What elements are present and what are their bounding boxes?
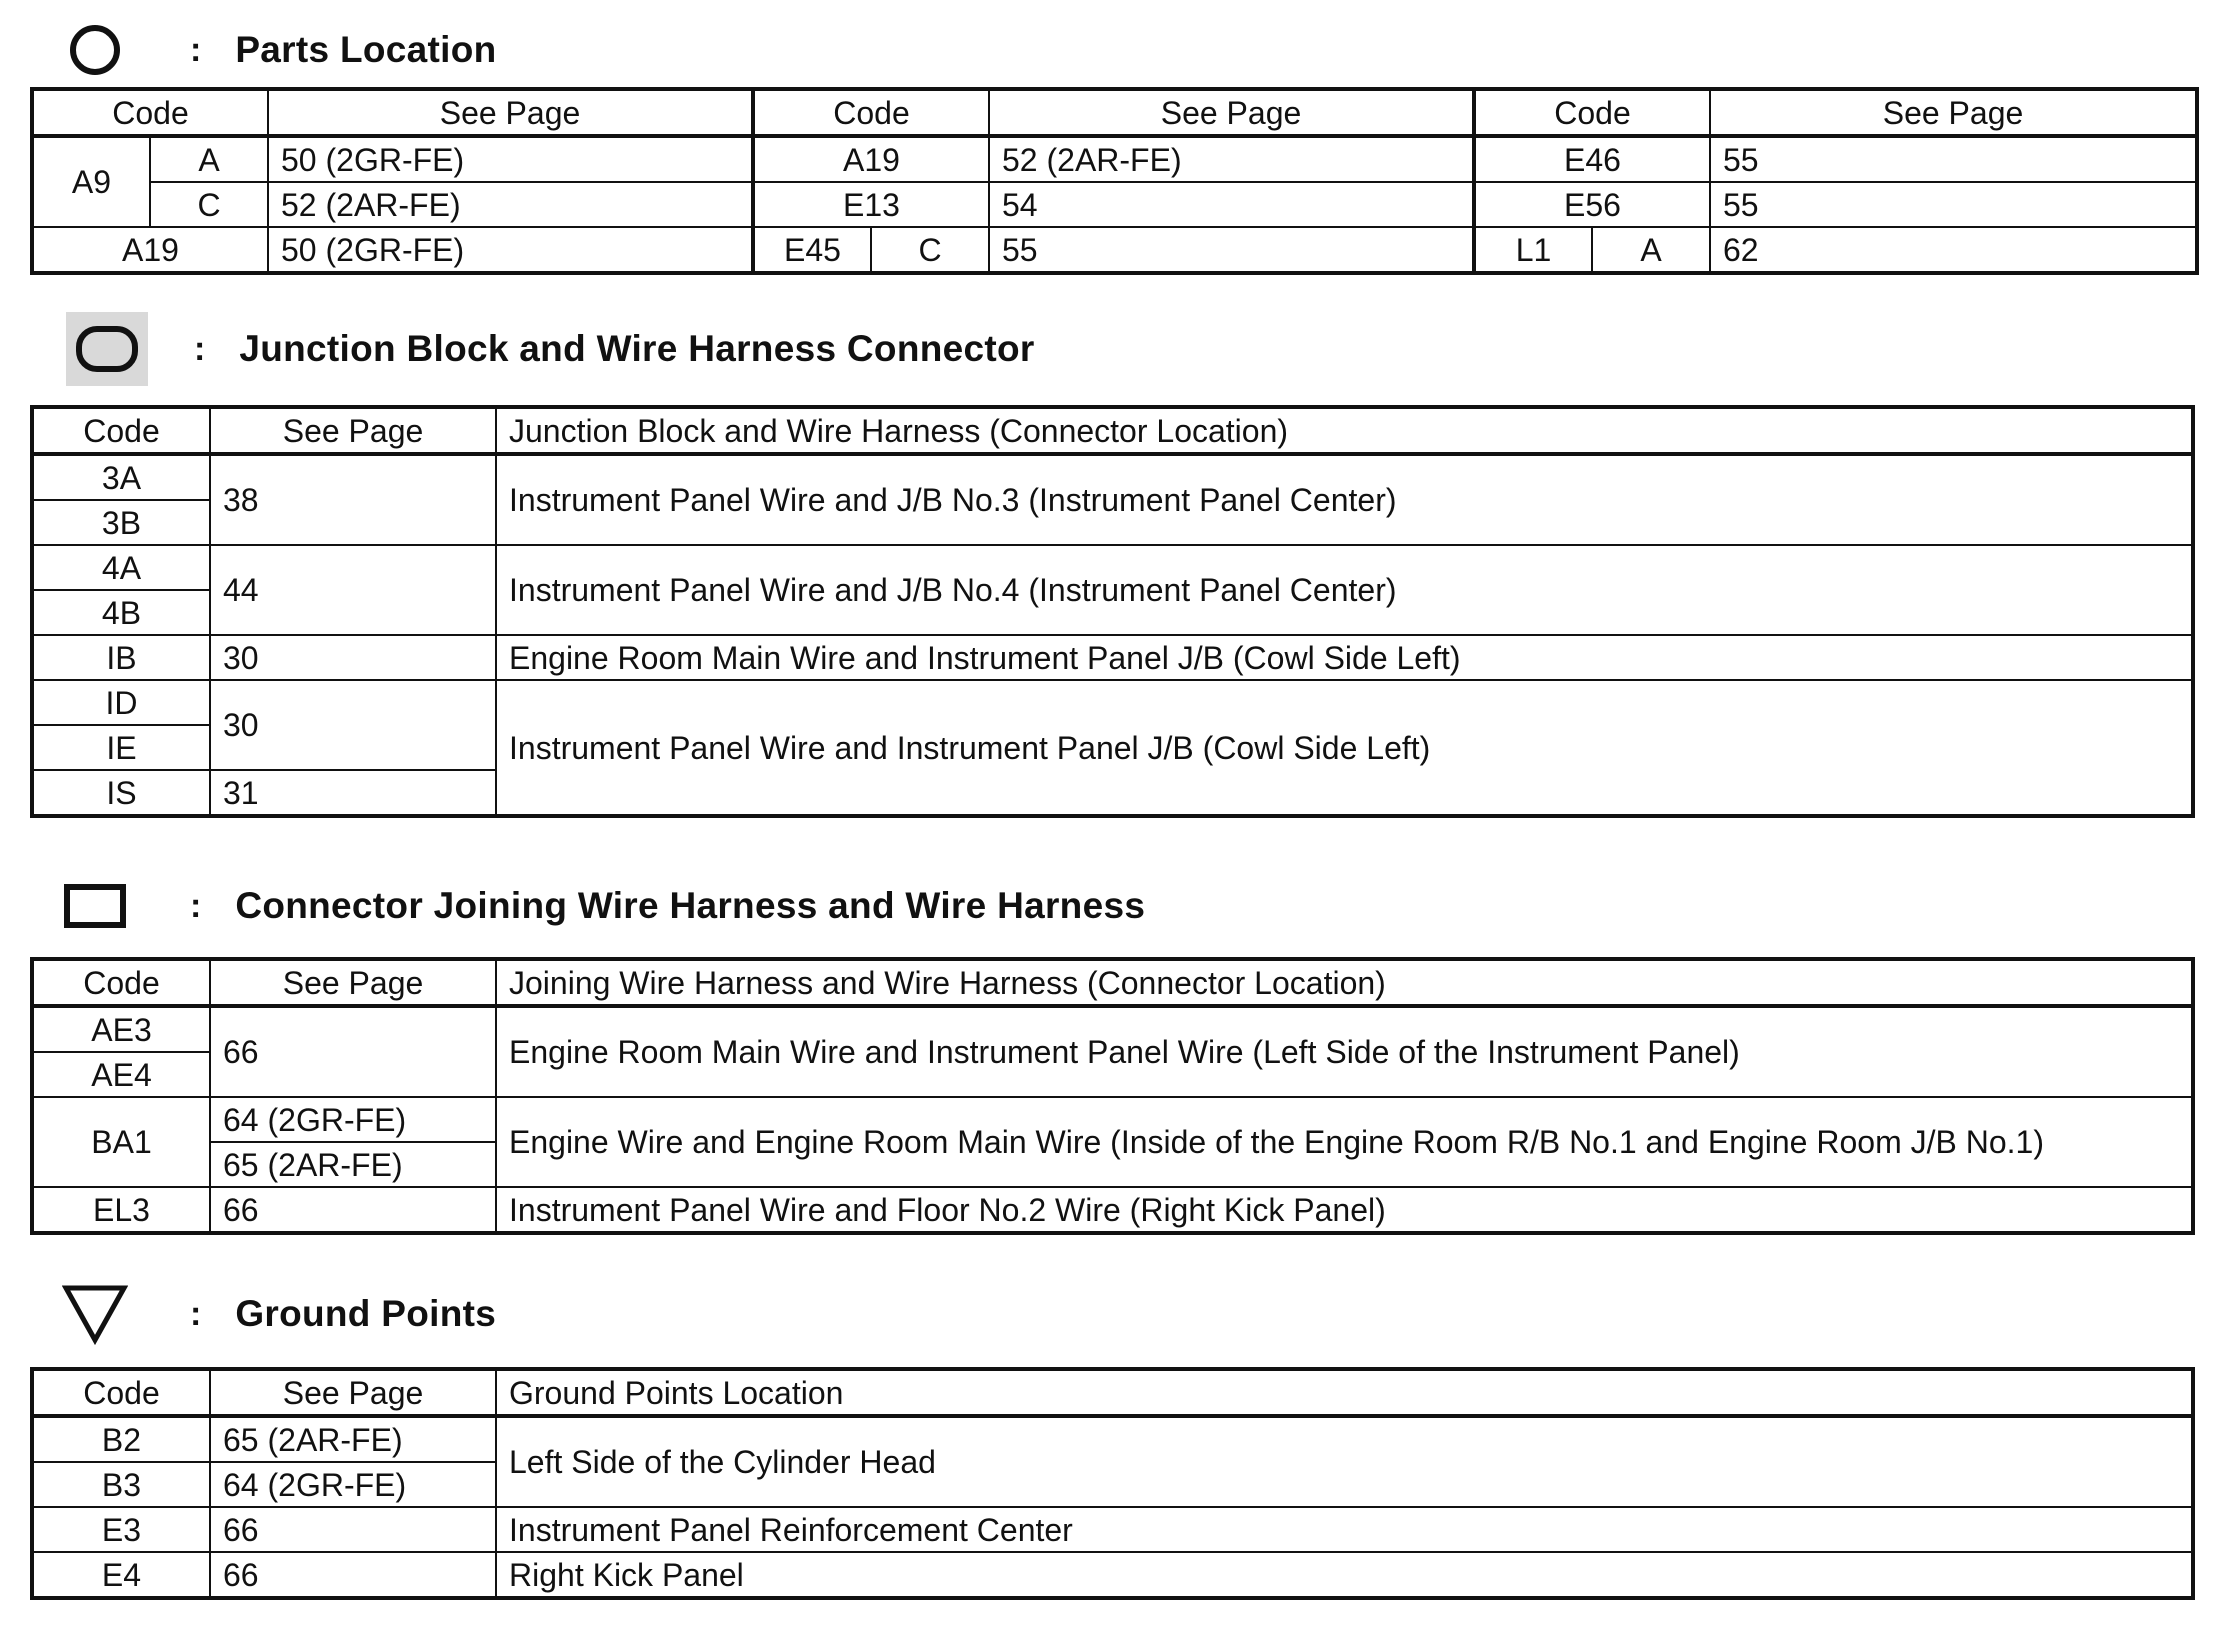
page-cell: 50 (2GR-FE)	[268, 227, 753, 273]
code-cell: 3B	[32, 500, 210, 545]
code-cell: E46	[1474, 136, 1710, 182]
code-cell: B2	[32, 1416, 210, 1462]
code-cell: E56	[1474, 182, 1710, 227]
code-cell: E45	[753, 227, 871, 273]
rectangle-icon	[62, 873, 128, 939]
code-cell: AE4	[32, 1052, 210, 1097]
location-cell: Instrument Panel Wire and J/B No.4 (Instrument Panel Center)	[496, 545, 2193, 635]
table-row	[32, 1187, 2193, 1233]
code-cell: 4B	[32, 590, 210, 635]
location-cell: Instrument Panel Wire and J/B No.3 (Instrument Panel Center)	[496, 454, 2193, 545]
header-see-page: See Page	[210, 959, 496, 1006]
table-row	[32, 1416, 2193, 1462]
code-cell: EL3	[32, 1187, 210, 1233]
section-title: Junction Block and Wire Harness Connector	[239, 328, 1035, 369]
page-cell: 64 (2GR-FE)	[210, 1462, 496, 1507]
table-header-row	[32, 1369, 2193, 1416]
section-colon: :	[190, 1294, 202, 1333]
table-row	[32, 1006, 2193, 1052]
header-see-page: See Page	[989, 89, 1474, 136]
code-cell: BA1	[32, 1097, 210, 1187]
header-code: Code	[32, 1369, 210, 1416]
page-cell: 65 (2AR-FE)	[210, 1142, 496, 1187]
page-cell: 52 (2AR-FE)	[989, 136, 1474, 182]
section-title: Connector Joining Wire Harness and Wire Harness	[235, 885, 1146, 926]
location-cell: Instrument Panel Wire and Instrument Panel J/B (Cowl Side Left)	[496, 680, 2193, 816]
table-row	[32, 635, 2193, 680]
code-cell: E13	[753, 182, 989, 227]
code-cell: B3	[32, 1462, 210, 1507]
section-colon: :	[190, 886, 202, 925]
header-code: Code	[753, 89, 989, 136]
page-cell: 65 (2AR-FE)	[210, 1416, 496, 1462]
parts-location-heading	[62, 17, 497, 83]
page-cell: 66	[210, 1507, 496, 1552]
table-header-row	[32, 89, 2197, 136]
code-cell: IE	[32, 725, 210, 770]
ground-points-table	[30, 1367, 2195, 1600]
header-location: Ground Points Location	[496, 1369, 2193, 1416]
table-row	[32, 1552, 2193, 1598]
circle-icon	[62, 17, 128, 83]
header-location: Junction Block and Wire Harness (Connector Location)	[496, 407, 2193, 454]
sub-code-cell: A	[150, 136, 268, 182]
table-header-row	[32, 959, 2193, 1006]
sub-code-cell: A	[1592, 227, 1710, 273]
table-row	[32, 454, 2193, 500]
page-cell: 55	[1710, 182, 2197, 227]
header-code: Code	[1474, 89, 1710, 136]
sub-code-cell: C	[150, 182, 268, 227]
header-see-page: See Page	[268, 89, 753, 136]
location-cell: Instrument Panel Reinforcement Center	[496, 1507, 2193, 1552]
triangle-down-icon	[62, 1281, 128, 1347]
location-cell: Engine Room Main Wire and Instrument Panel J/B (Cowl Side Left)	[496, 635, 2193, 680]
junction-block-heading	[62, 316, 1035, 382]
section-colon: :	[194, 329, 206, 368]
sub-code-cell: C	[871, 227, 989, 273]
location-cell: Instrument Panel Wire and Floor No.2 Wire (Right Kick Panel)	[496, 1187, 2193, 1233]
table-row	[32, 136, 2197, 182]
table-row	[32, 545, 2193, 590]
table-row	[32, 1507, 2193, 1552]
rounded-rectangle-icon	[66, 312, 148, 386]
page-cell: 38	[210, 454, 496, 545]
connector-joining-table	[30, 957, 2195, 1235]
page-cell: 30	[210, 635, 496, 680]
code-cell: A19	[753, 136, 989, 182]
page-cell: 66	[210, 1552, 496, 1598]
code-cell: A9	[32, 136, 150, 227]
header-see-page: See Page	[210, 407, 496, 454]
section-colon: :	[190, 30, 202, 69]
code-cell: E3	[32, 1507, 210, 1552]
page-cell: 30	[210, 680, 496, 770]
section-title: Ground Points	[235, 1293, 497, 1334]
code-cell: IS	[32, 770, 210, 816]
section-title: Parts Location	[235, 29, 497, 70]
page-cell: 50 (2GR-FE)	[268, 136, 753, 182]
page-cell: 62	[1710, 227, 2197, 273]
parts-location-table	[30, 87, 2199, 275]
connector-joining-heading	[62, 873, 1145, 939]
location-cell: Engine Wire and Engine Room Main Wire (Inside of the Engine Room R/B No.1 and Engine Room J/B No.1)	[496, 1097, 2193, 1187]
table-row	[32, 680, 2193, 725]
page-cell: 44	[210, 545, 496, 635]
code-cell: 3A	[32, 454, 210, 500]
page-cell: 31	[210, 770, 496, 816]
page-cell: 66	[210, 1006, 496, 1097]
header-code: Code	[32, 407, 210, 454]
code-cell: E4	[32, 1552, 210, 1598]
table-row	[32, 1097, 2193, 1142]
header-code: Code	[32, 959, 210, 1006]
table-row	[32, 227, 2197, 273]
code-cell: ID	[32, 680, 210, 725]
location-cell: Right Kick Panel	[496, 1552, 2193, 1598]
code-cell: IB	[32, 635, 210, 680]
page-cell: 54	[989, 182, 1474, 227]
code-cell: L1	[1474, 227, 1592, 273]
location-cell: Engine Room Main Wire and Instrument Panel Wire (Left Side of the Instrument Panel)	[496, 1006, 2193, 1097]
table-row	[32, 182, 2197, 227]
location-cell: Left Side of the Cylinder Head	[496, 1416, 2193, 1507]
code-cell: AE3	[32, 1006, 210, 1052]
header-see-page: See Page	[1710, 89, 2197, 136]
page-cell: 64 (2GR-FE)	[210, 1097, 496, 1142]
header-code: Code	[32, 89, 268, 136]
page-cell: 52 (2AR-FE)	[268, 182, 753, 227]
ground-points-heading	[62, 1281, 496, 1347]
code-cell: 4A	[32, 545, 210, 590]
page-cell: 55	[1710, 136, 2197, 182]
header-location: Joining Wire Harness and Wire Harness (Connector Location)	[496, 959, 2193, 1006]
code-cell: A19	[32, 227, 268, 273]
table-header-row	[32, 407, 2193, 454]
header-see-page: See Page	[210, 1369, 496, 1416]
page-cell: 55	[989, 227, 1474, 273]
page-cell: 66	[210, 1187, 496, 1233]
junction-block-table	[30, 405, 2195, 818]
